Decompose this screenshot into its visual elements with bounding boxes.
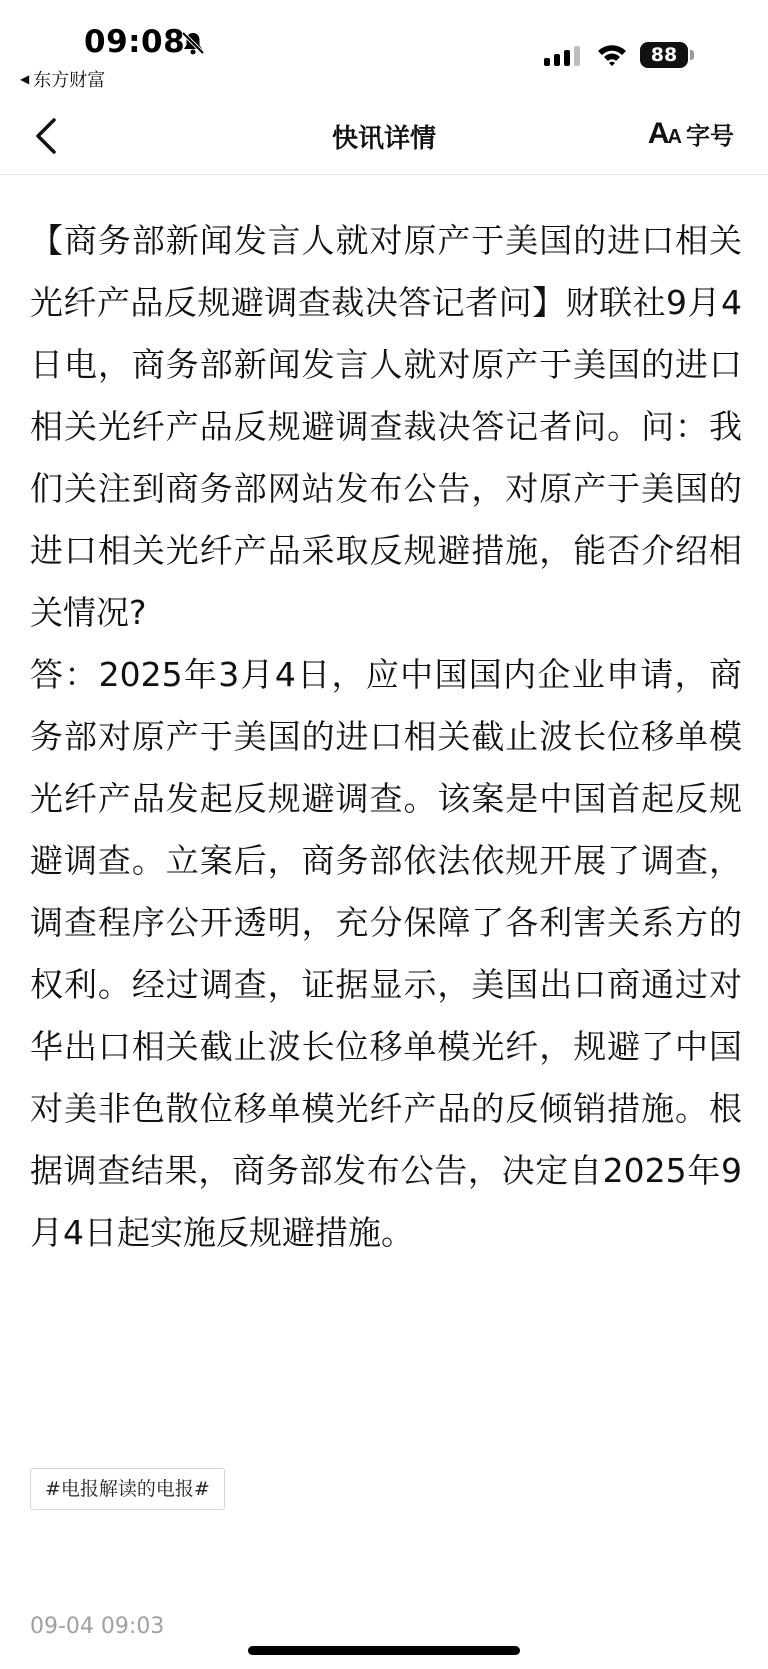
cellular-signal-icon: [544, 46, 582, 68]
article-paragraph: 答：2025年3月4日，应中国国内企业申请，商务部对原产于美国的进口相关截止波长位移单模光纤产品发起反规避调查。该案是中国首起反规避调查。立案后，商务部依法依规开展了调查，调查程序公开透明，充分保障了各利害关系方的权利。经过调查，证据显示，美国出口商通过对华出口相关截止波长位移单模光纤，规避了中国对美非色散位移单模光纤产品的反倾销措施。根据调查结果，商务部发布公告，决定自2025年9月4日起实施反规避措施。: [30, 655, 742, 1252]
battery-indicator: [640, 42, 696, 68]
topic-tag[interactable]: #电报解读的电报#: [30, 1468, 225, 1510]
back-app-label: 东方财富: [33, 70, 106, 91]
font-size-label: 字号: [686, 122, 734, 150]
font-size-icon: [648, 117, 680, 151]
back-to-app-link[interactable]: [20, 66, 105, 92]
home-indicator[interactable]: [248, 1646, 520, 1655]
font-icon-small-letter: A: [667, 125, 680, 148]
page-title: 快讯详情: [331, 124, 436, 154]
article-body: [30, 210, 742, 1264]
article-paragraph: 【商务部新闻发言人就对原产于美国的进口相关光纤产品反规避调查裁决答记者问】财联社9月4日电，商务部新闻发言人就对原产于美国的进口相关光纤产品反规避调查裁决答记者问。问：我们关注到商务部网站发布公告，对原产于美国的进口相关光纤产品采取反规避措施，能否介绍相关情况?: [30, 221, 742, 632]
nav-bar: [0, 100, 768, 175]
bell-off-icon: [180, 30, 206, 56]
font-icon-big-letter: A: [647, 116, 668, 150]
battery-level: 88: [640, 42, 688, 68]
back-triangle-icon: ◀: [20, 72, 30, 86]
status-bar: [0, 0, 768, 100]
status-time: 09:08: [84, 24, 186, 60]
battery-tip: [690, 50, 694, 60]
font-size-button[interactable]: [648, 116, 734, 151]
publish-timestamp: 09-04 09:03: [30, 1614, 165, 1639]
wifi-icon: [596, 42, 628, 68]
